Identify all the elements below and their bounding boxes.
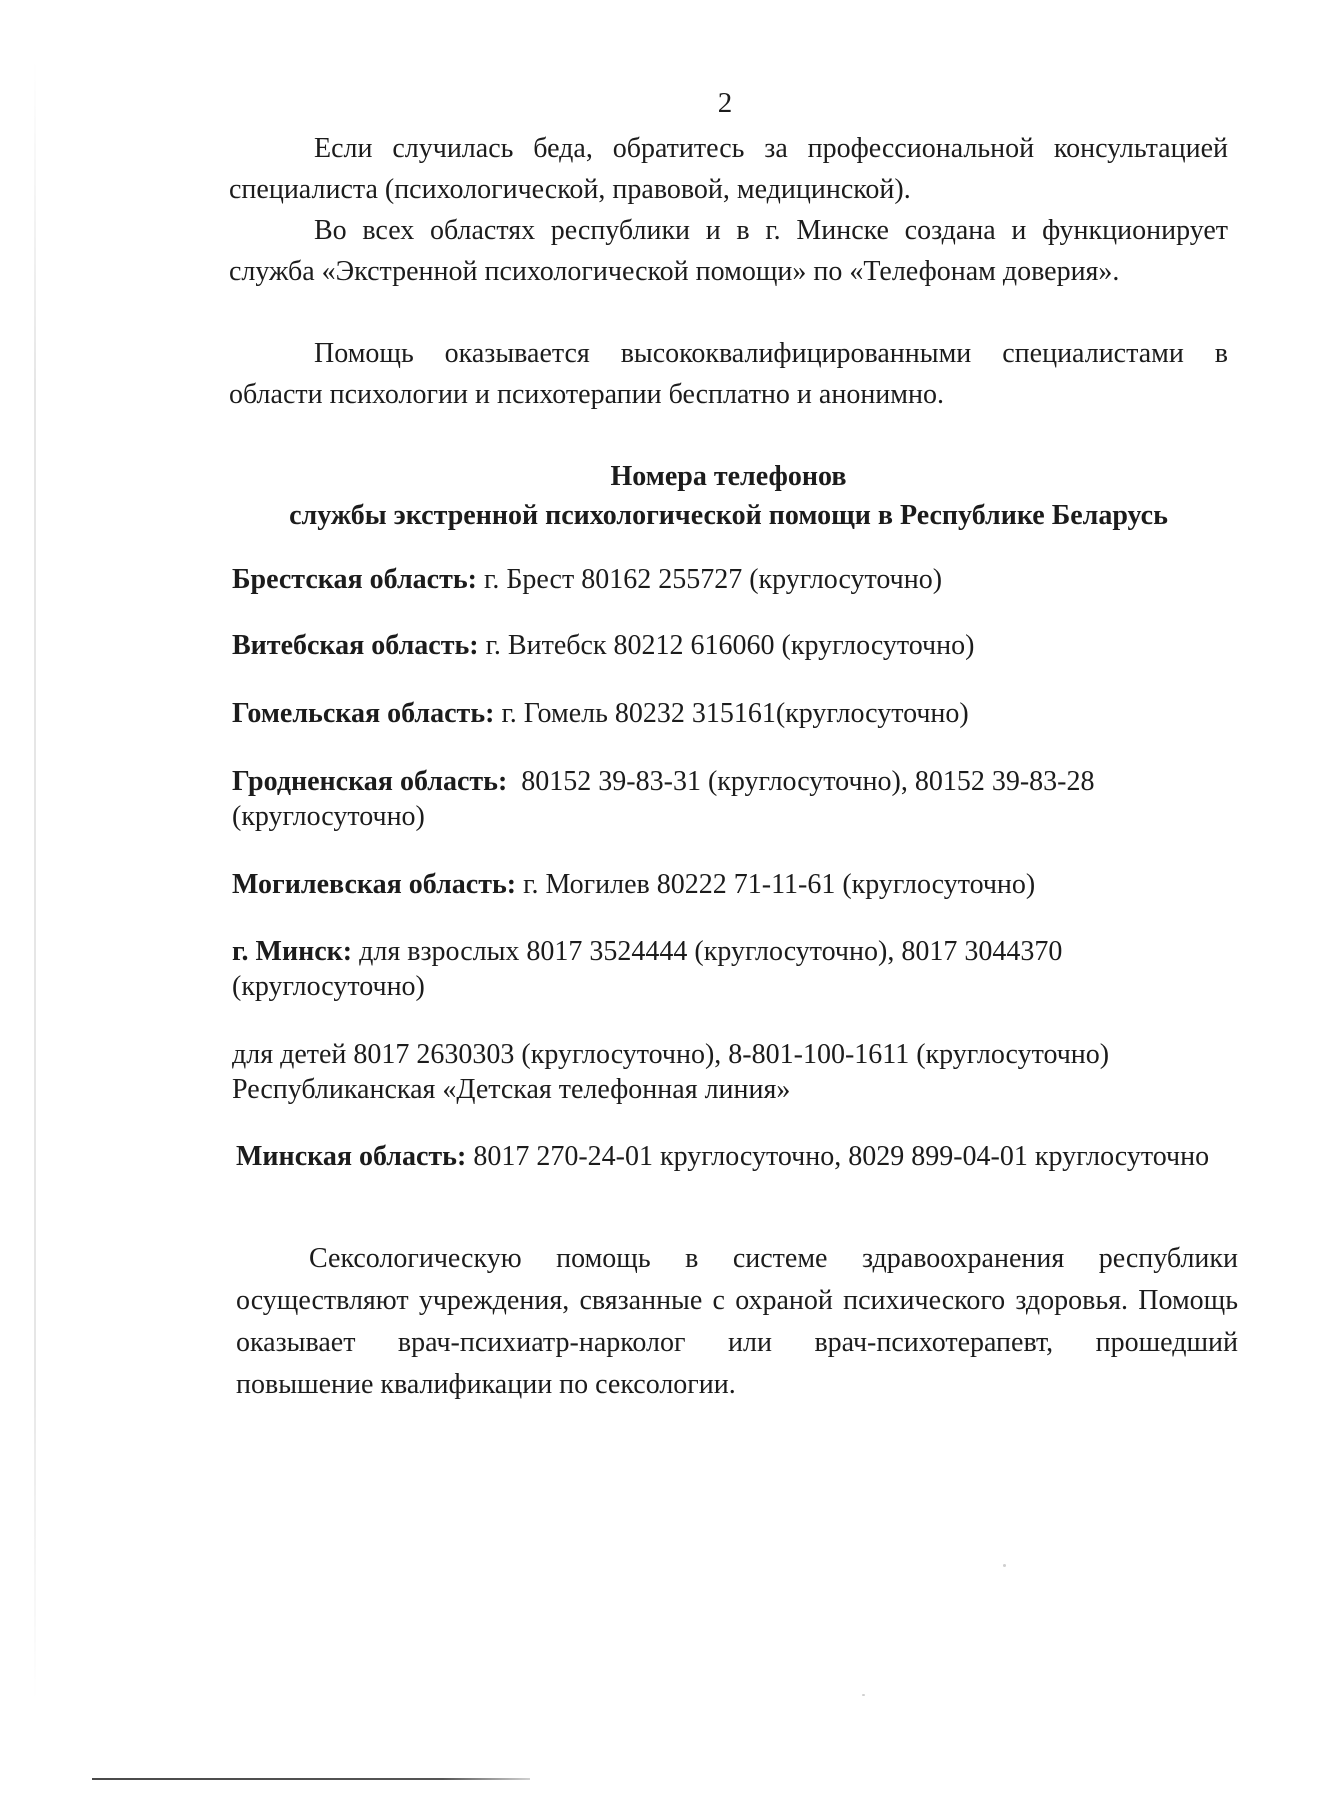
- region-mogilev: [232, 867, 1232, 902]
- region-brest-name: Брестская область:: [232, 564, 477, 595]
- scan-speck: [1003, 1564, 1006, 1567]
- closing-paragraph-text: Сексологическую помощь в системе здравоохранения республики осуществляют учреждения, связанные с охраной психического здоровья. Помощь оказывает врач-психиатр-нарколог или врач-психотерапевт, прошедший повышение квалификации по сексологии.: [236, 1243, 1238, 1400]
- section-heading: [229, 457, 1228, 535]
- region-vitebsk-name: Витебская область:: [232, 630, 479, 661]
- region-grodno-name: Гродненская область:: [232, 766, 508, 797]
- region-brest-phones: г. Брест 80162 255727 (круглосуточно): [477, 564, 943, 595]
- region-grodno: [232, 764, 1232, 834]
- intro-paragraph-2-text: Во всех областях республики и в г. Минске создана и функционирует служба «Экстренной психологической помощи» по «Телефонам доверия».: [229, 215, 1228, 287]
- intro-paragraph-3: [229, 333, 1228, 415]
- footer-rule: [92, 1778, 530, 1780]
- heading-line-1: Номера телефонов: [610, 461, 847, 492]
- region-vitebsk: [232, 628, 1232, 663]
- region-minsk-oblast-name: Минская область:: [236, 1141, 467, 1172]
- scan-edge-shadow: [34, 60, 36, 1700]
- intro-paragraph-1-text: Если случилась беда, обратитесь за профессиональной консультацией специалиста (психологической, правовой, медицинской).: [229, 133, 1228, 205]
- region-gomel-phones: г. Гомель 80232 315161(круглосуточно): [494, 698, 969, 729]
- region-mogilev-phones: г. Могилев 80222 71-11-61 (круглосуточно): [516, 869, 1036, 900]
- page-number: 2: [717, 87, 733, 119]
- region-vitebsk-phones: г. Витебск 80212 616060 (круглосуточно): [478, 630, 975, 661]
- intro-paragraph-3-text: Помощь оказывается высококвалифицированными специалистами в области психологии и психотерапии бесплатно и анонимно.: [229, 338, 1228, 410]
- region-minsk-oblast: [236, 1139, 1236, 1174]
- closing-paragraph: [236, 1238, 1238, 1406]
- region-gomel-name: Гомельская область:: [232, 698, 495, 729]
- region-gomel: [232, 696, 1232, 731]
- intro-paragraph-1: [229, 128, 1228, 210]
- intro-paragraph-2: [229, 210, 1228, 292]
- scan-speck: [862, 1694, 865, 1696]
- region-minsk-city: [232, 934, 1232, 1004]
- region-brest: [232, 562, 1232, 597]
- minsk-children-phones: для детей 8017 2630303 (круглосуточно), 8-801-100-1611 (круглосуточно) Республиканская «Детская телефонная линия»: [232, 1039, 1110, 1105]
- region-mogilev-name: Могилевская область:: [232, 869, 517, 900]
- region-minsk-oblast-phones: 8017 270-24-01 круглосуточно, 8029 899-04-01 круглосуточно: [466, 1141, 1210, 1172]
- heading-line-2: службы экстренной психологической помощи в Республике Беларусь: [289, 500, 1168, 531]
- region-minsk-city-name: г. Минск:: [232, 936, 353, 967]
- region-grodno-phones: 80152 39-83-31 (круглосуточно), 80152 39-83-28 (круглосуточно): [232, 766, 1102, 832]
- region-minsk-city-phones: для взрослых 8017 3524444 (круглосуточно), 8017 3044370 (круглосуточно): [232, 936, 1063, 1002]
- minsk-children-line: [232, 1037, 1232, 1107]
